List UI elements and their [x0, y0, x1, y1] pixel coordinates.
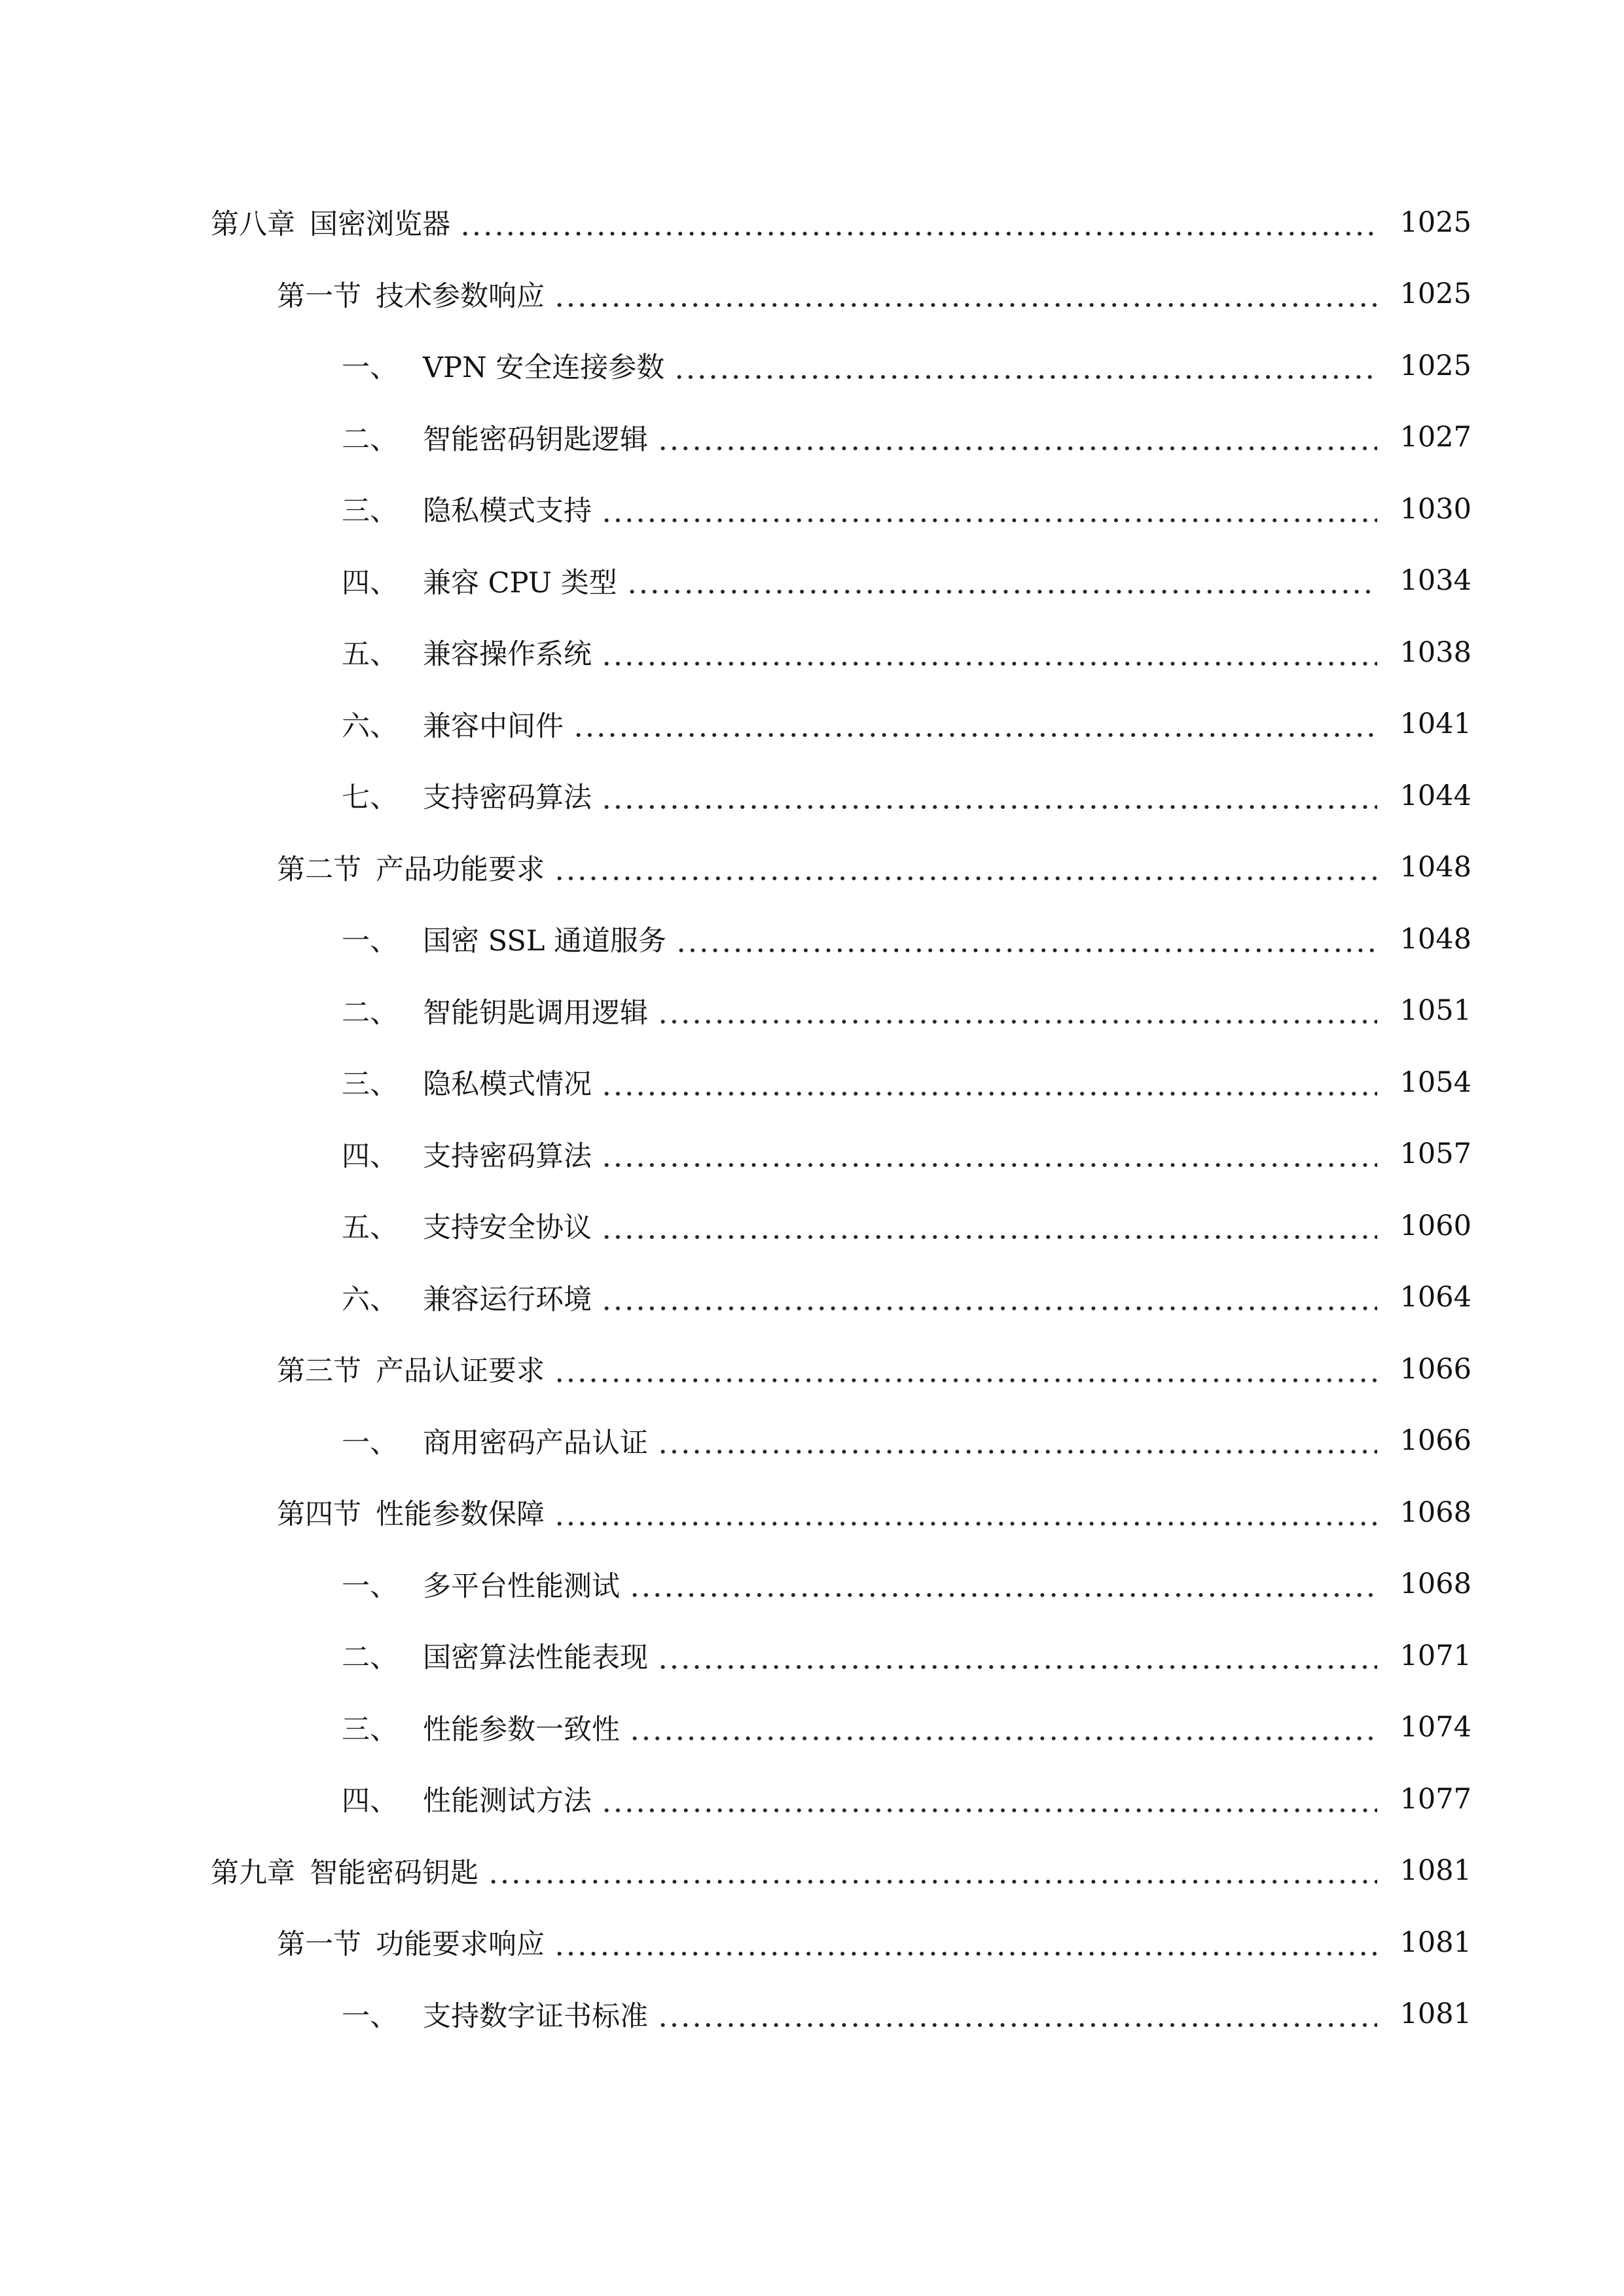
toc-entry-title: 商用密码产品认证 [423, 1426, 648, 1460]
toc-entry-title: 兼容中间件 [423, 709, 564, 743]
dot-leader [657, 433, 1377, 452]
toc-entry-page-number: 1077 [1399, 1782, 1471, 1816]
dot-leader [554, 1938, 1377, 1958]
dot-leader [601, 791, 1377, 811]
toc-entry-number: 四、 [342, 566, 398, 600]
toc-entry-subsection[interactable] [0, 1692, 1624, 1764]
toc-entry-title: 支持数字证书标准 [423, 2000, 648, 2033]
toc-entry-number: 六、 [342, 1283, 398, 1316]
toc-entry-title: 支持密码算法 [423, 781, 592, 815]
toc-entry-title: 国密浏览器 [310, 208, 450, 242]
toc-entry-page-number: 1064 [1399, 1281, 1471, 1314]
toc-entry-page-number: 1057 [1399, 1138, 1471, 1171]
toc-entry-number: 一、 [342, 925, 398, 958]
dot-leader [626, 576, 1377, 596]
toc-entry-title: 国密 SSL 通道服务 [423, 925, 667, 958]
toc-entry-page-number: 1051 [1399, 994, 1471, 1028]
toc-entry-page-number: 1038 [1399, 636, 1471, 669]
toc-entry-number: 第八章 [211, 208, 295, 242]
toc-entry-number: 第一节 [277, 279, 361, 313]
toc-entry-subsection[interactable] [0, 689, 1624, 761]
toc-entry-subsection[interactable] [0, 1763, 1624, 1835]
toc-entry-title: 兼容操作系统 [423, 638, 592, 672]
toc-entry-section[interactable] [0, 1907, 1624, 1979]
toc-entry-number: 四、 [342, 1139, 398, 1173]
toc-entry-chapter-9[interactable] [0, 1835, 1624, 1907]
toc-entry-page-number: 1025 [1399, 278, 1471, 311]
toc-entry-number: 五、 [342, 1211, 398, 1245]
toc-entry-title: 支持安全协议 [423, 1211, 592, 1245]
dot-leader [601, 1293, 1377, 1312]
toc-entry-number: 一、 [342, 2000, 398, 2033]
toc-entry-subsection[interactable] [0, 1190, 1624, 1262]
toc-entry-number: 二、 [342, 996, 398, 1030]
toc-entry-number: 四、 [342, 1785, 398, 1818]
toc-entry-number: 三、 [342, 1068, 398, 1102]
toc-entry-title: 兼容运行环境 [423, 1283, 592, 1316]
toc-entry-number: 第九章 [211, 1856, 295, 1890]
toc-entry-number: 一、 [342, 351, 398, 385]
toc-entry-chapter-8[interactable] [0, 187, 1624, 259]
dot-leader [601, 648, 1377, 668]
toc-entry-subsection[interactable] [0, 975, 1624, 1047]
toc-entry-title: 隐私模式情况 [423, 1068, 592, 1102]
toc-entry-section[interactable] [0, 1477, 1624, 1549]
toc-entry-page-number: 1068 [1399, 1496, 1471, 1529]
toc-entry-number: 三、 [342, 495, 398, 528]
dot-leader [674, 361, 1377, 381]
toc-entry-number: 一、 [342, 1426, 398, 1460]
toc-entry-page-number: 1054 [1399, 1066, 1471, 1099]
toc-entry-subsection[interactable] [0, 1549, 1624, 1621]
toc-entry-page-number: 1044 [1399, 779, 1471, 812]
toc-entry-title: 产品功能要求 [376, 853, 545, 886]
toc-entry-title: 功能要求响应 [376, 1928, 545, 1962]
toc-entry-page-number: 1066 [1399, 1424, 1471, 1458]
dot-leader [676, 935, 1377, 954]
dot-leader [657, 1006, 1377, 1026]
dot-leader [657, 2009, 1377, 2029]
toc-entry-subsection[interactable] [0, 545, 1624, 617]
toc-entry-title: 性能测试方法 [423, 1785, 592, 1818]
toc-entry-subsection[interactable] [0, 617, 1624, 689]
toc-entry-subsection[interactable] [0, 1620, 1624, 1692]
toc-entry-number: 第二节 [277, 853, 361, 886]
toc-entry-subsection[interactable] [0, 903, 1624, 975]
toc-entry-page-number: 1041 [1399, 708, 1471, 741]
toc-entry-number: 第三节 [277, 1355, 361, 1388]
dot-leader [601, 1795, 1377, 1814]
toc-entry-page-number: 1034 [1399, 564, 1471, 598]
toc-entry-subsection[interactable] [0, 760, 1624, 832]
dot-leader [601, 1221, 1377, 1241]
toc-entry-title: 性能参数一致性 [423, 1713, 620, 1746]
toc-entry-page-number: 1068 [1399, 1568, 1471, 1601]
toc-entry-title: 技术参数响应 [376, 279, 545, 313]
toc-entry-number: 二、 [342, 423, 398, 456]
toc-entry-page-number: 1081 [1399, 1926, 1471, 1959]
toc-entry-title: 智能钥匙调用逻辑 [423, 996, 648, 1030]
toc-entry-number: 五、 [342, 638, 398, 672]
toc-entry-number: 第一节 [277, 1928, 361, 1962]
toc-entry-subsection[interactable] [0, 1047, 1624, 1119]
dot-leader [460, 218, 1377, 238]
toc-entry-section[interactable] [0, 259, 1624, 331]
toc-entry-page-number: 1048 [1399, 851, 1471, 884]
dot-leader [554, 863, 1377, 882]
toc-entry-number: 二、 [342, 1641, 398, 1675]
dot-leader [657, 1436, 1377, 1456]
toc-entry-title: 兼容 CPU 类型 [423, 566, 617, 600]
dot-leader [601, 1078, 1377, 1098]
dot-leader [657, 1651, 1377, 1671]
toc-entry-page-number: 1060 [1399, 1209, 1471, 1242]
toc-entry-subsection[interactable] [0, 1979, 1624, 2051]
toc-entry-number: 七、 [342, 781, 398, 815]
dot-leader [554, 1365, 1377, 1384]
toc-entry-title: 国密算法性能表现 [423, 1641, 648, 1675]
toc-entry-page-number: 1025 [1399, 206, 1471, 239]
toc-entry-section[interactable] [0, 1333, 1624, 1405]
toc-entry-page-number: 1074 [1399, 1711, 1471, 1744]
toc-entry-title: 隐私模式支持 [423, 495, 592, 528]
toc-entry-number: 第四节 [277, 1498, 361, 1532]
toc-entry-subsection[interactable] [0, 473, 1624, 545]
toc-entry-number: 三、 [342, 1713, 398, 1746]
toc-entry-page-number: 1048 [1399, 922, 1471, 956]
toc-entry-page-number: 1071 [1399, 1639, 1471, 1672]
toc-entry-page-number: 1025 [1399, 349, 1471, 382]
toc-entry-title: VPN 安全连接参数 [423, 351, 665, 385]
dot-leader [629, 1723, 1377, 1742]
toc-entry-page-number: 1030 [1399, 492, 1471, 526]
dot-leader [488, 1866, 1377, 1886]
toc-entry-title: 多平台性能测试 [423, 1570, 620, 1603]
toc-entry-page-number: 1081 [1399, 1854, 1471, 1888]
dot-leader [573, 719, 1377, 739]
toc-entry-title: 性能参数保障 [376, 1498, 545, 1532]
toc-entry-title: 支持密码算法 [423, 1139, 592, 1173]
dot-leader [554, 1508, 1377, 1528]
dot-leader [601, 1149, 1377, 1169]
toc-entry-subsection[interactable] [0, 1405, 1624, 1477]
toc-entry-subsection[interactable] [0, 402, 1624, 474]
toc-entry-page-number: 1027 [1399, 421, 1471, 454]
toc-entry-title: 智能密码钥匙 [310, 1856, 478, 1890]
toc-entry-number: 六、 [342, 709, 398, 743]
table-of-contents [0, 187, 1624, 2050]
toc-entry-subsection[interactable] [0, 1119, 1624, 1191]
dot-leader [629, 1579, 1377, 1599]
toc-entry-page-number: 1081 [1399, 1998, 1471, 2031]
dot-leader [601, 505, 1377, 524]
dot-leader [554, 289, 1377, 309]
toc-entry-title: 产品认证要求 [376, 1355, 545, 1388]
toc-entry-section[interactable] [0, 832, 1624, 904]
toc-entry-subsection[interactable] [0, 330, 1624, 402]
toc-entry-title: 智能密码钥匙逻辑 [423, 423, 648, 456]
toc-entry-subsection[interactable] [0, 1262, 1624, 1334]
toc-entry-number: 一、 [342, 1570, 398, 1603]
toc-entry-page-number: 1066 [1399, 1352, 1471, 1386]
